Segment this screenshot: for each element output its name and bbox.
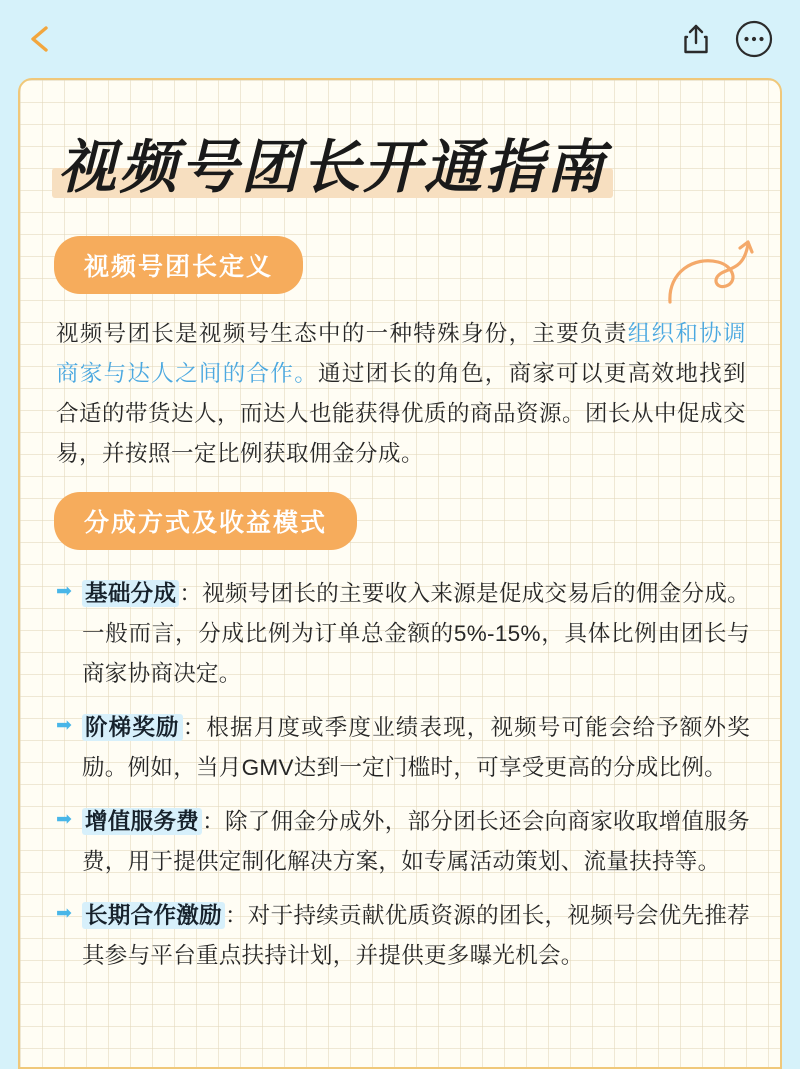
list-item-body [82, 896, 750, 976]
share-button[interactable] [676, 19, 716, 59]
chevron-left-icon [26, 24, 52, 54]
more-options-icon [735, 20, 773, 58]
top-bar-actions [676, 19, 774, 59]
list-item-term: 长期合作激励 [82, 902, 225, 929]
section-definition [50, 232, 750, 474]
definition-text-part-3: 通过团长的角色，商家可以更高效地找到合适的带货达人，而达人也能获得优质的商品资源。团长从中促成交易，并按照一定比例获取佣金分成。 [56, 361, 747, 466]
page-title-text: 视频号团长开通指南 [58, 135, 608, 200]
page-title [58, 120, 607, 204]
list-item-separator: ： [202, 809, 225, 834]
list-item-text: 根据月度或季度业绩表现，视频号可能会给予额外奖励。例如，当月GMV达到一定门槛时，可享受更高的分成比例。 [82, 715, 751, 780]
section-heading-revenue: 分成方式及收益模式 [54, 492, 357, 550]
list-item-term: 增值服务费 [82, 808, 202, 835]
list-item-body [82, 708, 750, 788]
list-item-term: 基础分成 [82, 580, 179, 607]
definition-text-link: 组织和协调商家与达人之间的合作。 [56, 321, 746, 386]
arrow-right-icon: ➡ [56, 903, 72, 924]
section-heading-definition: 视频号团长定义 [54, 236, 303, 294]
note-card [18, 78, 782, 1069]
list-item-separator: ： [179, 581, 203, 606]
list-item [56, 802, 750, 882]
list-item [56, 574, 750, 694]
list-item [56, 896, 750, 976]
list-item-text: 对于持续贡献优质资源的团长，视频号会优先推荐其参与平台重点扶持计划，并提供更多曝光机会。 [82, 903, 750, 968]
section-revenue [50, 474, 750, 976]
back-button[interactable] [22, 22, 56, 56]
top-bar [0, 0, 800, 78]
curved-arrow-icon [664, 228, 754, 308]
definition-paragraph [50, 314, 750, 474]
list-item-body [82, 574, 750, 694]
list-item-term: 阶梯奖励 [82, 714, 183, 741]
list-item-text: 除了佣金分成外，部分团长还会向商家收取增值服务费，用于提供定制化解决方案，如专属活动策划、流量扶持等。 [82, 809, 750, 874]
list-item-body [82, 802, 750, 882]
list-item-text: 视频号团长的主要收入来源是促成交易后的佣金分成。一般而言，分成比例为订单总金额的5%-15%，具体比例由团长与商家协商决定。 [82, 581, 750, 686]
list-item-separator: ： [224, 903, 248, 928]
list-item [56, 708, 750, 788]
arrow-right-icon: ➡ [56, 581, 72, 602]
more-options-button[interactable] [734, 19, 774, 59]
arrow-right-icon: ➡ [56, 715, 72, 736]
share-icon [681, 23, 711, 55]
definition-text-part-1: 视频号团长是视频号生态中的一种特殊身份，主要负责 [56, 321, 628, 346]
list-item-separator: ： [182, 715, 207, 740]
arrow-right-icon: ➡ [56, 809, 72, 830]
revenue-list [50, 574, 750, 976]
